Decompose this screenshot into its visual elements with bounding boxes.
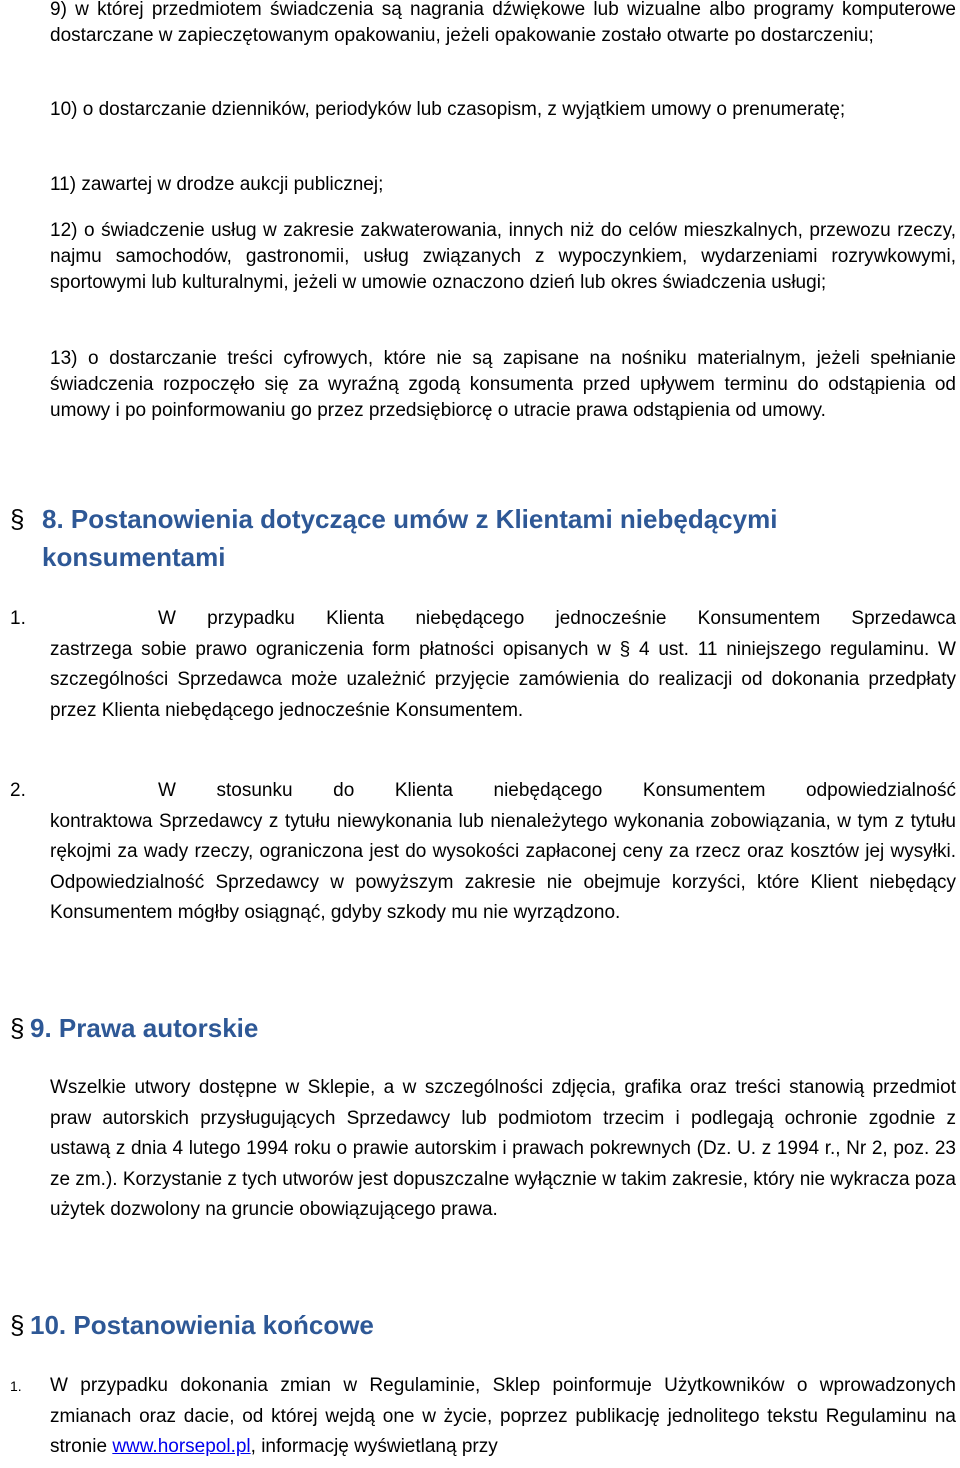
list-item-12: 12) o świadczenie usług w zakresie zakwaterowania, innych niż do celów mieszkalnych, przewozu rzeczy, najmu samochodów, gastronomii, usług związanych z wypoczynkiem, wydarzeniami rozrywkowymi, sportowymi lub kulturalnymi, jeżeli w umowie oznaczono dzień lub okres świadczenia usługi; <box>50 220 956 293</box>
section-9-title: 9. Prawa autorskie <box>30 1013 259 1043</box>
section-symbol: § <box>10 504 25 534</box>
section-10-para-1-tail: , informację wyświetlaną przy <box>250 1436 498 1457</box>
section-8-para-1 <box>50 604 956 726</box>
section-10-para-1-number: 1. <box>10 1378 22 1394</box>
list-item-13: 13) o dostarczanie treści cyfrowych, które nie są zapisane na nośniku materialnym, jeżeli spełnianie świadczenia rozpoczęło się za wyraźną zgodą konsumenta przed upływem terminu do odstąpienia od umowy i po poinformowaniu go przez przedsiębiorcę o utracie prawa odstąpienia od umowy. <box>50 348 956 421</box>
section-8-heading <box>10 500 882 576</box>
section-8-para-1-first-line: W przypadku Klienta niebędącego jednocześnie Konsumentem Sprzedawca <box>158 608 956 629</box>
section-10-heading <box>10 1306 374 1344</box>
section-symbol: § <box>10 1013 25 1043</box>
section-8-para-2-number: 2. <box>10 780 26 801</box>
list-item-11: 11) zawartej w drodze aukcji publicznej; <box>50 174 384 195</box>
horsepol-link[interactable]: www.horsepol.pl <box>112 1436 251 1457</box>
section-8-para-2-first-line: W stosunku do Klienta niebędącego Konsumentem odpowiedzialność <box>158 780 956 801</box>
section-10-para-1 <box>50 1371 956 1463</box>
section-8-para-2 <box>50 776 956 929</box>
list-item-9: 9) w której przedmiotem świadczenia są nagrania dźwiękowe lub wizualne albo programy komputerowe dostarczane w zapieczętowanym opakowaniu, jeżeli opakowanie zostało otwarte po dostarczeniu; <box>50 0 956 46</box>
section-8-title: 8. Postanowienia dotyczące umów z Klientami niebędącymi konsumentami <box>42 504 778 572</box>
section-8-para-2-rest: kontraktowa Sprzedawcy z tytułu niewykonania lub nienależytego wykonania zobowiązania, w tym z tytułu rękojmi za wady rzeczy, ograniczona jest do wysokości zapłaconej ceny za rzecz oraz kosztów jej wysyłki. Odpowiedzialność Sprzedawcy w powyższym zakresie nie obejmuje korzyści, które Klient niebędący Konsumentem mógłby osiągnąć, gdyby szkody mu nie wyrządzono. <box>50 810 956 923</box>
section-8-para-1-number: 1. <box>10 608 26 629</box>
section-10-para-1-text: W przypadku dokonania zmian w Regulaminie, Sklep poinformuje Użytkowników o wprowadzonych zmianach oraz dacie, od której wejdą one w życie, poprzez publikację jednolitego tekstu Regulaminu na stronie <box>50 1375 956 1457</box>
section-10-title: 10. Postanowienia końcowe <box>30 1310 374 1340</box>
section-symbol: § <box>10 1310 25 1340</box>
section-8-para-1-rest: zastrzega sobie prawo ograniczenia form płatności opisanych w § 4 ust. 11 niniejszego regulaminu. W szczególności Sprzedawca może uzależnić przyjęcie zamówienia do realizacji od dokonania przedpłaty przez Klienta niebędącego jednocześnie Konsumentem. <box>50 638 956 721</box>
list-item-10: 10) o dostarczanie dzienników, periodyków lub czasopism, z wyjątkiem umowy o prenumeratę; <box>50 99 846 120</box>
section-9-heading <box>10 1009 258 1047</box>
section-9-body: Wszelkie utwory dostępne w Sklepie, a w szczególności zdjęcia, grafika oraz treści stanowią przedmiot praw autorskich przysługujących Sprzedawcy lub podmiotom trzecim i podlegają ochronie zgodnie z ustawą z dnia 4 lutego 1994 roku o prawie autorskim i prawach pokrewnych (Dz. U. z 1994 r., Nr 2, poz. 23 ze zm.). Korzystanie z tych utworów jest dopuszczalne wyłącznie w takim zakresie, który nie wykracza poza użytek dozwolony na gruncie obowiązującego prawa. <box>50 1077 956 1220</box>
